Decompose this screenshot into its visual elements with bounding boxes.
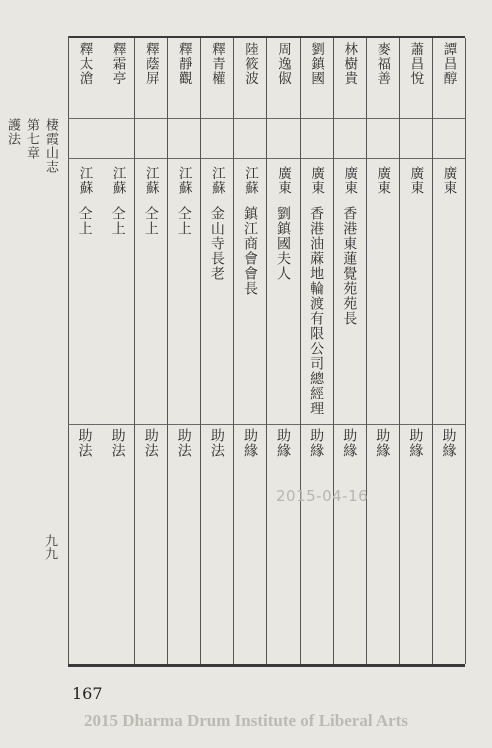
title-cell-text: 仝上: [76, 206, 93, 236]
province-cell-text: 江蘇: [76, 166, 93, 195]
province-cell-text: 廣東: [308, 166, 325, 195]
title-cell-text: 劉鎮國夫人: [275, 206, 292, 281]
table-column: [134, 38, 168, 664]
date-stamp: 2015-04-16: [276, 487, 369, 505]
type-cell: [333, 428, 366, 488]
type-cell: [399, 428, 432, 488]
type-cell: [366, 428, 399, 488]
title-cell: [300, 206, 333, 456]
name-cell-text: 釋靜觀: [175, 42, 192, 86]
province-cell-text: 廣東: [440, 166, 457, 195]
title-cell: [267, 206, 300, 456]
name-cell: [432, 42, 465, 152]
table-column: [68, 38, 101, 664]
name-cell: [68, 42, 101, 152]
type-cell-text: 助法: [76, 428, 93, 458]
table-column: [167, 38, 201, 664]
name-cell: [167, 42, 200, 152]
name-cell: [134, 42, 167, 152]
type-cell-text: 助法: [142, 428, 159, 458]
type-cell-text: 助緣: [308, 428, 325, 458]
name-cell: [101, 42, 134, 152]
name-cell-text: 釋霜亭: [109, 42, 126, 86]
table-column: [432, 38, 466, 664]
footer-watermark: 2015 Dharma Drum Institute of Liberal Arts: [84, 711, 408, 730]
type-cell-text: 助緣: [440, 428, 457, 458]
table-column: [300, 38, 334, 664]
title-cell: [101, 206, 134, 456]
title-cell: [200, 206, 233, 456]
type-cell-text: 助緣: [275, 428, 292, 458]
title-cell: [134, 206, 167, 456]
name-cell-text: 蕭昌悅: [407, 42, 424, 86]
province-cell-text: 江蘇: [175, 166, 192, 195]
province-cell-text: 廣東: [407, 166, 424, 195]
name-cell: [399, 42, 432, 152]
title-cell: [233, 206, 266, 456]
name-cell-text: 麥福善: [374, 42, 391, 86]
province-cell-text: 廣東: [341, 166, 358, 195]
chinese-page-number: 九九: [42, 534, 57, 560]
name-cell-text: 釋青權: [208, 42, 225, 86]
type-cell: [101, 428, 134, 488]
province-cell-text: 江蘇: [208, 166, 225, 195]
table-column: [399, 38, 433, 664]
title-cell-text: 仝上: [109, 206, 126, 236]
title-cell-text: 鎮江商會會長: [241, 206, 258, 296]
type-cell-text: 助法: [109, 428, 126, 458]
name-cell-text: 譚昌醇: [440, 42, 457, 86]
type-cell: [68, 428, 101, 488]
title-cell: [366, 206, 399, 456]
title-cell: [333, 206, 366, 456]
province-cell-text: 江蘇: [241, 166, 258, 195]
table-column: [333, 38, 367, 664]
table-column: [366, 38, 400, 664]
title-cell-text: 金山寺長老: [208, 206, 225, 281]
type-cell: [267, 428, 300, 488]
name-cell-text: 釋太滄: [76, 42, 93, 86]
title-cell-text: 仝上: [175, 206, 192, 236]
name-cell: [366, 42, 399, 152]
type-cell: [300, 428, 333, 488]
province-cell-text: 江蘇: [109, 166, 126, 195]
book-title: 棲霞山志: [43, 118, 58, 174]
donor-table: [68, 38, 465, 666]
table-column: [267, 38, 301, 664]
type-cell: [134, 428, 167, 488]
table-column: [101, 38, 135, 664]
name-cell: [300, 42, 333, 152]
table-column: [200, 38, 234, 664]
page-number: 167: [72, 684, 103, 703]
type-cell-text: 助緣: [241, 428, 258, 458]
title-cell: [399, 206, 432, 456]
name-cell: [233, 42, 266, 152]
table-column: [233, 38, 267, 664]
province-cell-text: 江蘇: [142, 166, 159, 195]
name-cell-text: 釋蔭屏: [142, 42, 159, 86]
title-cell: [167, 206, 200, 456]
name-cell-text: 周逸俶: [275, 42, 292, 86]
type-cell: [200, 428, 233, 488]
province-cell-text: 廣東: [374, 166, 391, 195]
name-cell: [333, 42, 366, 152]
type-cell: [233, 428, 266, 488]
type-cell-text: 助緣: [374, 428, 391, 458]
running-header: [5, 118, 60, 174]
name-cell-text: 陸筱波: [241, 42, 258, 86]
province-cell-text: 廣東: [275, 166, 292, 195]
name-cell: [200, 42, 233, 152]
title-cell-text: 仝上: [142, 206, 159, 236]
type-cell: [167, 428, 200, 488]
name-cell-text: 劉鎮國: [308, 42, 325, 86]
type-cell-text: 助法: [208, 428, 225, 458]
table-bottom-rule: [68, 664, 465, 667]
section-label: 護法: [5, 118, 20, 146]
title-cell-text: 香港東蓮覺苑苑長: [341, 206, 358, 326]
type-cell: [432, 428, 465, 488]
name-cell: [267, 42, 300, 152]
type-cell-text: 助緣: [407, 428, 424, 458]
type-cell-text: 助法: [175, 428, 192, 458]
name-cell-text: 林樹貴: [341, 42, 358, 86]
chapter-label: 第七章: [24, 118, 39, 160]
title-cell: [432, 206, 465, 456]
title-cell: [68, 206, 101, 456]
title-cell-text: 香港油蔴地輪渡有限公司總經理: [308, 206, 325, 416]
type-cell-text: 助緣: [341, 428, 358, 458]
